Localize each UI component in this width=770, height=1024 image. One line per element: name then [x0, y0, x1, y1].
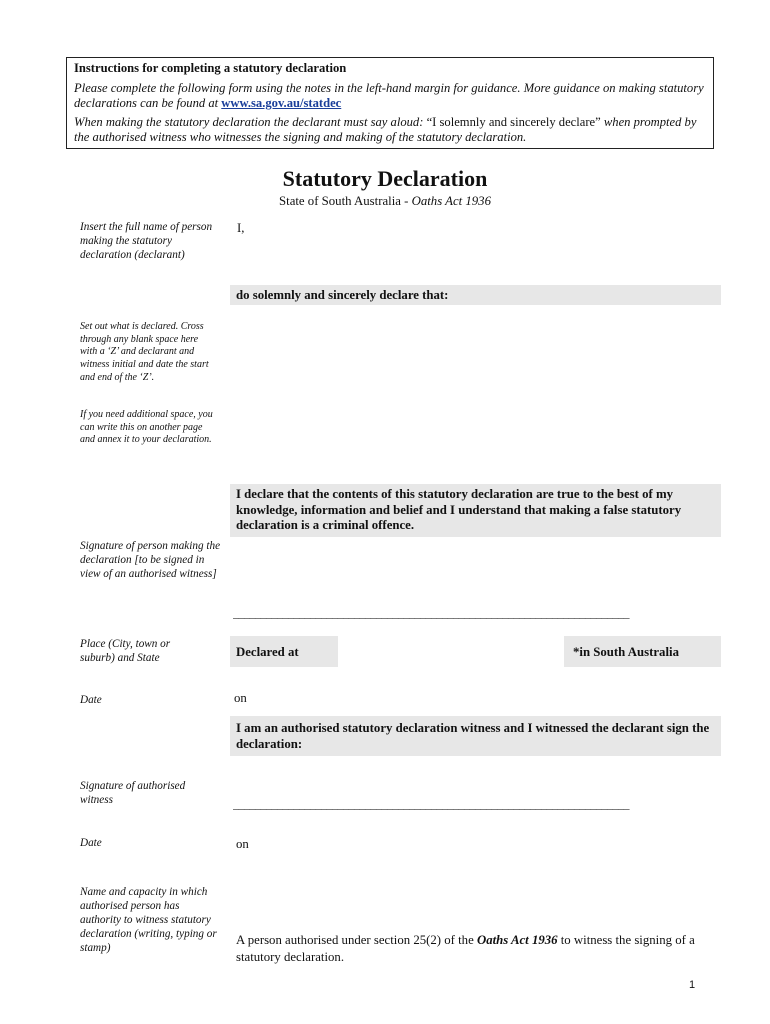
date-2-on-label: on	[236, 837, 249, 851]
subtitle-prefix: State of South Australia -	[279, 194, 412, 208]
page-subtitle	[0, 194, 770, 209]
instructions-para-2-lead: When making the statutory declaration the declarant must say aloud:	[74, 115, 427, 129]
note-set-out: Set out what is declared. Cross through any blank space here with a ‘Z’ and declarant and witness initial and date the start and end of the ‘Z’.	[80, 321, 209, 383]
page-number: 1	[689, 979, 696, 991]
authorised-tail: to witness the signing of a statutory declaration.	[236, 933, 695, 964]
declared-at-label-box	[230, 636, 338, 667]
witness-statement-block	[230, 716, 721, 756]
instructions-quote: “I solemnly and sincerely declare”	[426, 115, 601, 129]
date-2-field[interactable]	[254, 831, 717, 855]
declare-true-block	[230, 484, 721, 537]
declarant-name-field[interactable]	[237, 236, 717, 276]
witness-name-capacity-field[interactable]	[235, 868, 717, 924]
date-1-on-label: on	[234, 691, 247, 705]
declaration-content-field[interactable]	[230, 312, 721, 477]
authorised-act: Oaths Act 1936	[476, 933, 558, 947]
instructions-para-2-tail: when prompted by the authorised witness who witnesses the signing and making of the statutory declaration.	[74, 115, 697, 144]
note-place: Place (City, town or suburb) and State	[80, 638, 171, 664]
instructions-heading: Instructions for completing a statutory declaration	[74, 61, 347, 75]
declarant-signature-line[interactable]: ________________________________________________________________________	[233, 606, 629, 620]
solemnly-declare-text: do solemnly and sincerely declare that:	[236, 288, 449, 302]
in-sa-label: *in South Australia	[573, 645, 679, 659]
instructions-para-1	[74, 81, 706, 111]
subtitle-act: Oaths Act 1936	[411, 194, 491, 208]
authorised-person-text	[236, 932, 706, 965]
note-signature-witness: Signature of authorised witness	[80, 780, 186, 806]
declared-at-label: Declared at	[236, 645, 299, 659]
instructions-para-1-text: Please complete the following form using the notes in the left-hand margin for guidance. More guidance on making statutory declarations can be found at	[74, 81, 704, 110]
witness-statement-text: I am an authorised statutory declaration witness and I witnessed the declarant sign the declaration:	[236, 721, 710, 751]
note-date-1: Date	[80, 694, 102, 706]
instructions-para-2	[74, 115, 706, 145]
note-signature-person: Signature of person making the declaration [to be signed in view of an authorised witness]	[80, 540, 221, 580]
statdec-link[interactable]: www.sa.gov.au/statdec	[221, 96, 342, 110]
authorised-lead: A person authorised under section 25(2) of the	[236, 933, 477, 947]
in-sa-box	[564, 636, 721, 667]
note-name-capacity: Name and capacity in which authorised person has authority to witness statutory declaration (writing, typing or stamp)	[80, 886, 217, 954]
instructions-box	[66, 57, 714, 149]
declare-true-text: I declare that the contents of this statutory declaration are true to the best of my knowledge, information and belief and I understand that making a false statutory declaration is a criminal offence.	[236, 487, 682, 532]
note-full-name: Insert the full name of person making the statutory declaration (declarant)	[80, 221, 213, 261]
solemnly-declare-bar	[230, 285, 721, 305]
page-title: Statutory Declaration	[282, 166, 488, 191]
witness-signature-line[interactable]: ________________________________________________________________________	[233, 797, 629, 811]
place-field[interactable]	[340, 636, 562, 667]
declarant-name-label: I,	[237, 221, 245, 235]
note-additional-space: If you need additional space, you can write this on another page and annex it to your declaration.	[80, 409, 213, 446]
note-date-2: Date	[80, 837, 102, 849]
date-1-field[interactable]	[252, 686, 717, 710]
